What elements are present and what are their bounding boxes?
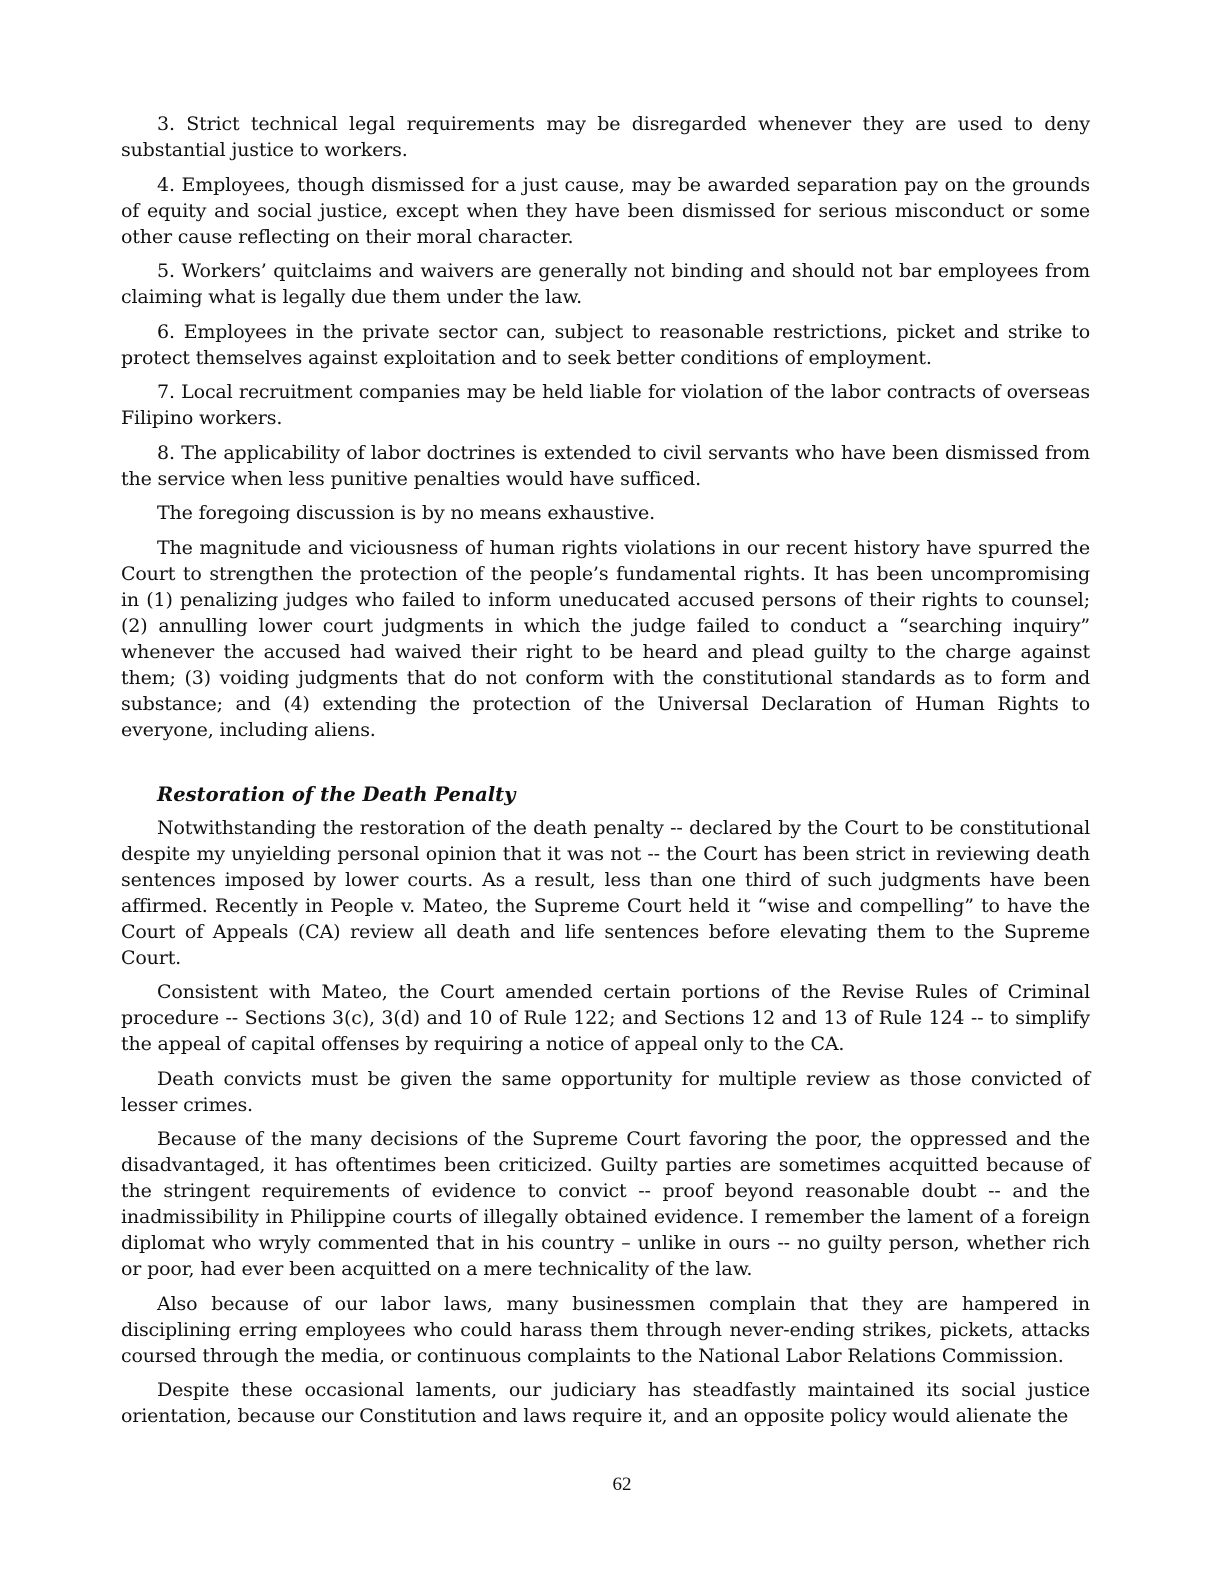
paragraph-mateo-rules: Consistent with Mateo, the Court amended certain portions of the Revise Rules of Criminal procedure -- Sections 3(c), 3(d) and 10 of Rule 122; and Sections 12 and 13 of Rule 124 -- to simplify the appeal of capital offenses by requiring a notice of appeal only to the CA. [121,981,1090,1055]
paragraph-foregoing: The foregoing discussion is by no means exhaustive. [157,502,655,524]
page-number: 62 [612,1474,632,1495]
paragraph-criticism: Because of the many decisions of the Supreme Court favoring the poor, the oppressed and the disadvantaged, it has oftentimes been criticized. Guilty parties are sometimes acquitted because of the stringent requirements of evidence to convict -- proof beyond reasonable doubt -- and the inadmissibility in Philippine courts of illegally obtained evidence. I remember the lament of a foreign diplomat who wryly commented that in his country – unlike in ours -- no guilty person, whether rich or poor, had ever been acquitted on a mere technicality of the law. [121,1128,1090,1280]
list-item-4: 4. Employees, though dismissed for a just cause, may be awarded separation pay on the grounds of equity and social justice, except when they have been dismissed for serious misconduct or some other cause reflecting on their moral character. [121,173,1090,248]
list-item-7: 7. Local recruitment companies may be held liable for violation of the labor contracts of overseas Filipino workers. [121,381,1090,429]
list-item-6: 6. Employees in the private sector can, subject to reasonable restrictions, picket and strike to protect themselves against exploitation and to seek better conditions of employment. [121,320,1090,369]
section-heading: Restoration of the Death Penalty [157,782,516,806]
document-page [121,111,1090,1438]
paragraph-labor-laws: Also because of our labor laws, many businessmen complain that they are hampered in disciplining erring employees who could harass them through never-ending strikes, pickets, attacks coursed through the media, or continuous complaints to the National Labor Relations Commission. [121,1292,1090,1367]
list-item-8: 8. The applicability of labor doctrines is extended to civil servants who have been dismissed from the service when less punitive penalties would have sufficed. [121,441,1090,490]
paragraph-social-justice: Despite these occasional laments, our judiciary has steadfastly maintained its social justice orientation, because our Constitution and laws require it, and an opposite policy would alienate the [121,1379,1090,1427]
paragraph-death-convicts: Death convicts must be given the same opportunity for multiple review as those convicted of lesser crimes. [121,1067,1090,1116]
paragraph-death-penalty: Notwithstanding the restoration of the death penalty -- declared by the Court to be constitutional despite my unyielding personal opinion that it was not -- the Court has been strict in reviewing death sentences imposed by lower courts. As a result, less than one third of such judgments have been affirmed. Recently in People v. Mateo, the Supreme Court held it “wise and compelling” to have the Court of Appeals (CA) review all death and life sentences before elevating them to the Supreme Court. [121,816,1090,969]
list-item-3: 3. Strict technical legal requirements may be disregarded whenever they are used to deny substantial justice to workers. [121,113,1090,161]
list-item-5: 5. Workers’ quitclaims and waivers are generally not binding and should not bar employees from claiming what is legally due them under the law. [121,260,1090,308]
paragraph-human-rights: The magnitude and viciousness of human rights violations in our recent history have spurred the Court to strengthen the protection of the people’s fundamental rights. It has been uncompromising in (1) penalizing judges who failed to inform uneducated accused persons of their rights to counsel; (2) annulling lower court judgments in which the judge failed to conduct a “searching inquiry” whenever the accused had waived their right to be heard and plead guilty to the charge against them; (3) voiding judgments that do not conform with the constitutional standards as to form and substance; and (4) extending the protection of the Universal Declaration of Human Rights to everyone, including aliens. [121,536,1090,741]
